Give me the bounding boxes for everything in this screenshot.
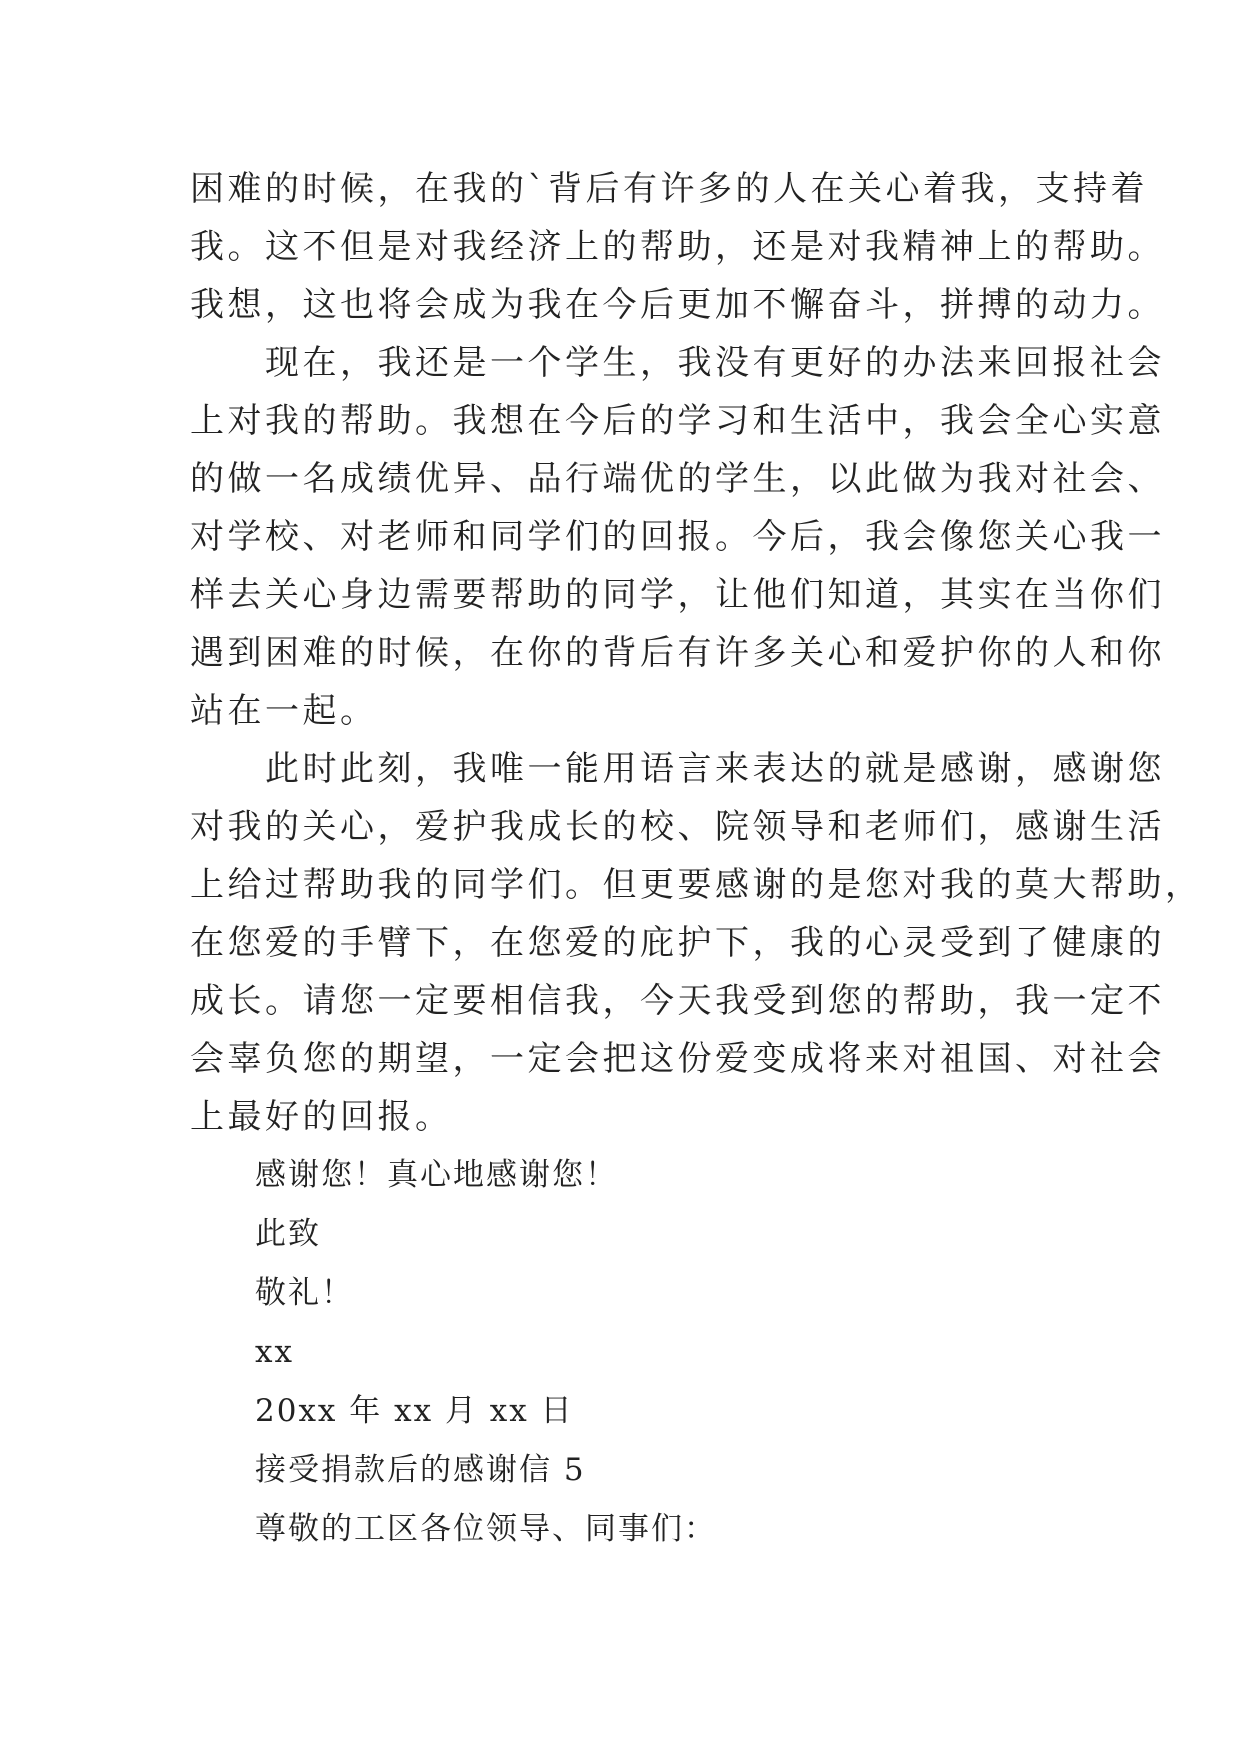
document-page (190, 160, 1203, 1559)
text-line: 遇到困难的时候，在你的背后有许多关心和爱护你的人和你 (190, 633, 1165, 673)
text-line: 困难的时候，在我的`背后有许多的人在关心着我，支持着 (190, 169, 1148, 209)
text-line: 成长。请您一定要相信我，今天我受到您的帮助，我一定不 (190, 981, 1165, 1021)
text-line: 我想，这也将会成为我在今后更加不懈奋斗，拼搏的动力。 (190, 285, 1165, 325)
text-line: 此时此刻，我唯一能用语言来表达的就是感谢，感谢您 (190, 749, 1165, 789)
text-line: 在您爱的手臂下，在您爱的庇护下，我的心灵受到了健康的 (190, 923, 1165, 963)
text-line: 上给过帮助我的同学们。但更要感谢的是您对我的莫大帮助， (190, 865, 1203, 905)
salutation: 尊敬的工区各位领导、同事们： (255, 1511, 717, 1547)
letter-title: 接受捐款后的感谢信 5 (255, 1452, 586, 1488)
text-line: 会辜负您的期望，一定会把这份爱变成将来对祖国、对社会 (190, 1039, 1165, 1079)
thanks-line: 感谢您！真心地感谢您！ (255, 1157, 618, 1193)
date: 20xx 年 xx 月 xx 日 (255, 1393, 574, 1429)
signature: xx (255, 1334, 294, 1370)
text-line: 样去关心身边需要帮助的同学，让他们知道，其实在当你们 (190, 575, 1165, 615)
text-line: 的做一名成绩优异、品行端优的学生，以此做为我对社会、 (190, 459, 1165, 499)
text-line: 站在一起。 (190, 691, 378, 731)
paragraph-continued (190, 160, 1165, 334)
text-line: 上最好的回报。 (190, 1097, 453, 1137)
text-line: 对学校、对老师和同学们的回报。今后，我会像您关心我一 (190, 517, 1165, 557)
closing-cizhi: 此致 (255, 1216, 321, 1252)
text-line: 对我的关心，爱护我成长的校、院领导和老师们，感谢生活 (190, 807, 1165, 847)
closing-jingli: 敬礼！ (255, 1275, 354, 1311)
paragraph-repay (190, 334, 1165, 740)
text-line: 我。这不但是对我经济上的帮助，还是对我精神上的帮助。 (190, 227, 1165, 267)
paragraph-gratitude (190, 740, 1203, 1146)
text-line: 现在，我还是一个学生，我没有更好的办法来回报社会 (190, 343, 1165, 383)
text-line: 上对我的帮助。我想在今后的学习和生活中，我会全心实意 (190, 401, 1165, 441)
